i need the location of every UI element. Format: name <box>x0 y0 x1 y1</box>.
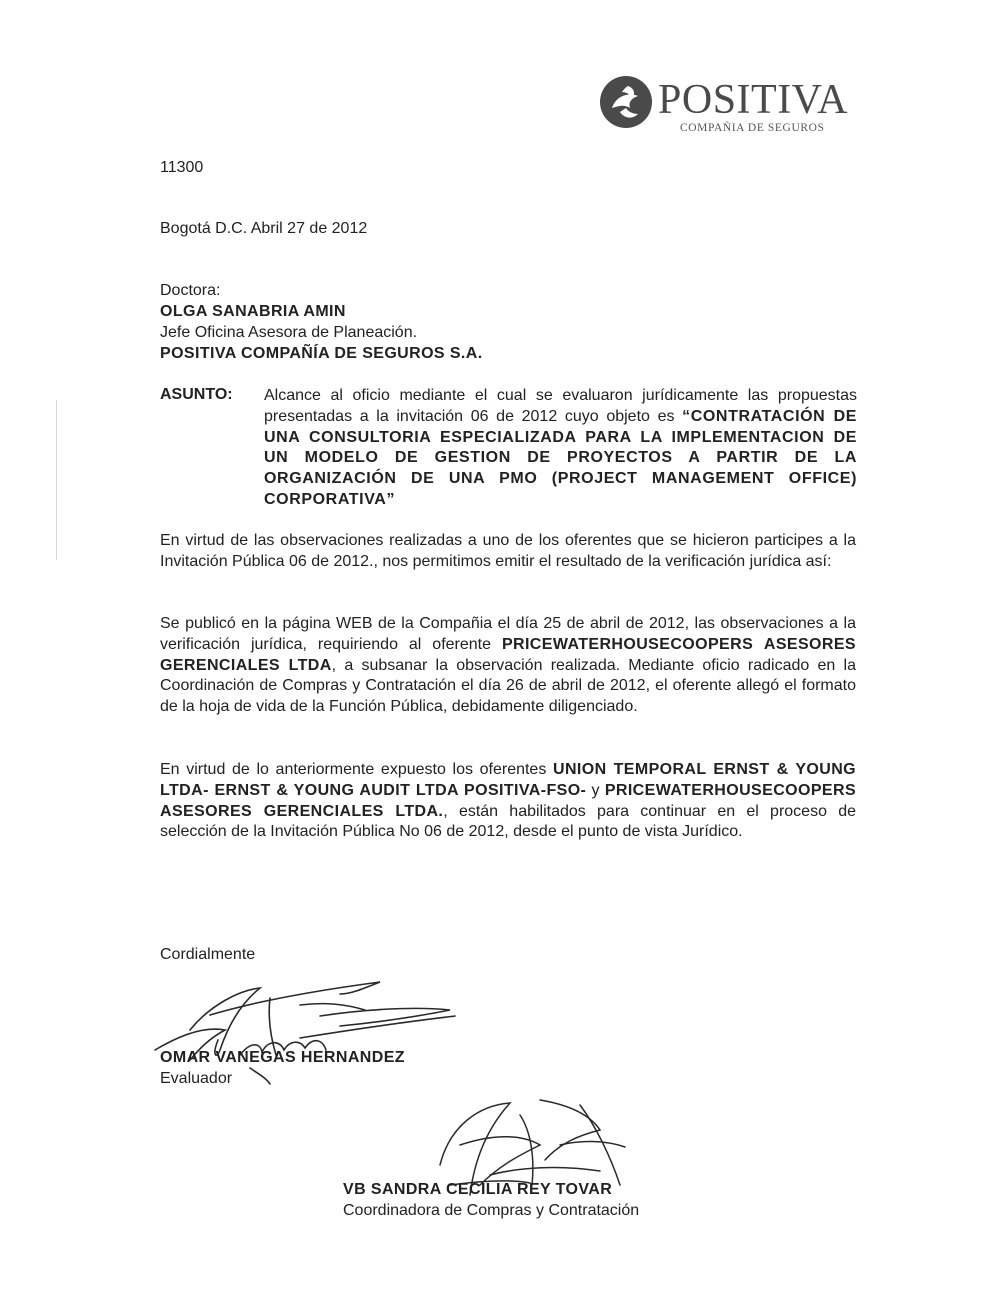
reference-number: 11300 <box>160 159 204 176</box>
positiva-logo <box>598 72 848 142</box>
subject-intro: Alcance al oficio mediante el cual se evaluaron jurídicamente las propuestas presentadas a la invitación 06 de 2012 cuyo objeto es <box>264 387 857 425</box>
signatory-1-role: Evaluador <box>160 1070 233 1087</box>
signatory-2-role: Coordinadora de Compras y Contratación <box>343 1202 640 1219</box>
paragraph-3-part-1: En virtud de lo anteriormente expuesto los oferentes <box>160 761 553 778</box>
paragraph-3-part-3: , están habilitados para continuar en el proceso de selección de la Invitación Pública No 06 de 2012, desde el punto de vista Jurídico. <box>160 802 856 841</box>
paragraph-1: En virtud de las observaciones realizadas a uno de los oferentes que se hicieron participes a la Invitación Pública 06 de 2012., nos permitimos emitir el resultado de la verificación jurídica así: <box>160 532 856 570</box>
paragraph-3-part-2: y <box>586 781 605 799</box>
subject-object: “CONTRATACIÓN DE UNA CONSULTORIA ESPECIALIZADA PARA LA IMPLEMENTACION DE UN MODELO DE GESTION DE PROYECTOS A PARTIR DE LA ORGANIZACIÓN DE UNA PMO (PROJECT MANAGEMENT OFFICE) CORPORATIVA” <box>264 407 857 508</box>
recipient-name: OLGA SANABRIA AMIN <box>160 303 346 320</box>
paragraph-2-part-2: , a subsanar la observación realizada. Mediante oficio radicado en la Coordinación de Compras y Contratación el día 26 de abril de 2012, el oferente allegó el formato de la hoja de vida de la Función Pública, debidamente diligenciado. <box>160 656 856 716</box>
paragraph-2-part-1: Se publicó en la página WEB de la Compañia el día 25 de abril de 2012, las observaciones a la verificación jurídica, requiriendo al oferente <box>160 615 856 653</box>
closing: Cordialmente <box>160 946 256 963</box>
salutation: Doctora: <box>160 282 221 299</box>
positiva-emblem-icon <box>598 74 654 130</box>
subject-text <box>264 386 857 511</box>
paragraph-3 <box>160 760 856 843</box>
paragraph-3-company-1: UNION TEMPORAL ERNST & YOUNG LTDA- ERNST & YOUNG AUDIT LTDA POSITIVA-FSO- <box>160 761 856 799</box>
paragraph-2 <box>160 614 856 718</box>
recipient-company: POSITIVA COMPAÑÍA DE SEGUROS S.A. <box>160 345 483 362</box>
logo-name: POSITIVA <box>658 77 848 123</box>
logo-tagline: COMPAÑIA DE SEGUROS <box>680 122 825 134</box>
subject-label: ASUNTO: <box>160 386 233 403</box>
signatory-1-name: OMAR VANEGAS HERNANDEZ <box>160 1049 405 1066</box>
paragraph-3-company-2: PRICEWATERHOUSECOOPERS ASESORES GERENCIALES LTDA. <box>160 781 857 820</box>
date-line: Bogotá D.C. Abril 27 de 2012 <box>160 220 368 237</box>
paragraph-2-company: PRICEWATERHOUSECOOPERS ASESORES GERENCIALES LTDA <box>160 635 856 674</box>
signatory-2-name: VB SANDRA CECILIA REY TOVAR <box>343 1181 613 1198</box>
recipient-position: Jefe Oficina Asesora de Planeación. <box>160 324 418 341</box>
scan-margin-mark <box>56 400 57 560</box>
